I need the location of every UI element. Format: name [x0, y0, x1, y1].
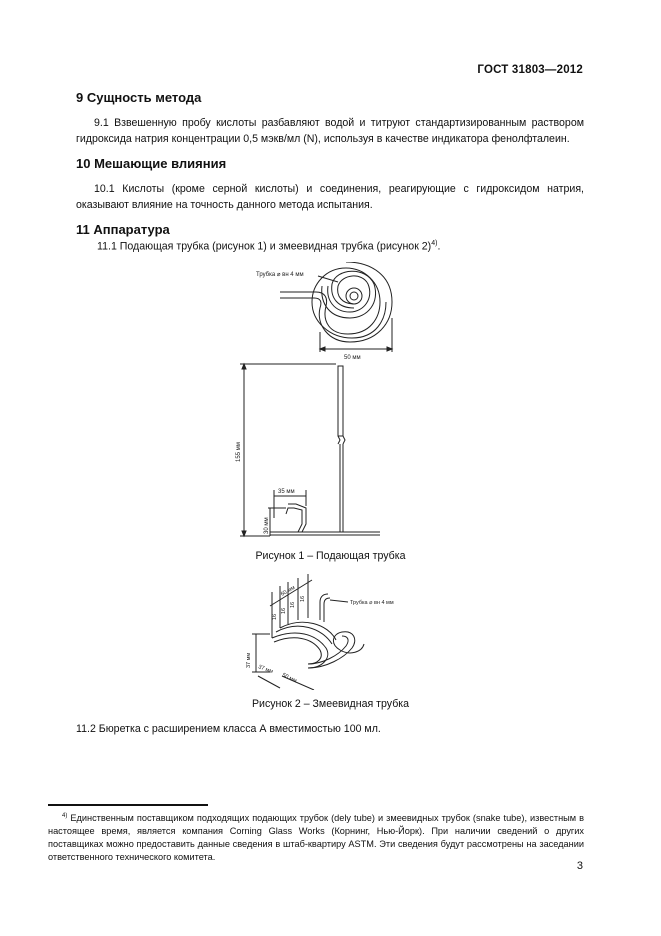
figure-2-dim-50: 50 мм	[281, 672, 298, 685]
figure-1-dim-side: 30 мм	[264, 517, 270, 534]
figure-2-dim-16b: 16	[281, 607, 287, 614]
figure-2-snake-tube	[236, 572, 416, 690]
figure-2-tube-label: Трубка ⌀ вн 4 мм	[350, 600, 394, 606]
footnote-mark: 4)	[62, 813, 68, 819]
section-9-text: 9.1 Взвешенную пробу кислоты разбавляют водой и титруют стандартизированным раствором гидроксида натрия концентрации 0,5 мэкв/мл (N), используя в качестве индикатора фенолфталеин.	[76, 117, 584, 145]
figure-1-caption: Рисунок 1 – Подающая трубка	[255, 550, 406, 562]
figure-2-caption: Рисунок 2 – Змеевидная трубка	[251, 698, 410, 710]
section-11-title: 11 Аппаратура	[76, 222, 170, 237]
footnote	[48, 810, 584, 864]
figure-2-dim-16c: 16	[290, 601, 296, 608]
section-10-title: 10 Мешающие влияния	[76, 156, 227, 171]
item-1-end: .	[437, 240, 441, 253]
figure-1-dim-top: 35 мм	[278, 489, 295, 495]
footnote-ref: 4)	[431, 240, 438, 247]
figure-2-dim-16d: 16	[300, 595, 306, 602]
item-1-text: 11.1 Подающая трубка (рисунок 1) и змеевидная трубка (рисунок 2)	[97, 240, 432, 253]
figure-2-dim-16a: 16	[272, 613, 278, 620]
document-id: ГОСТ 31803—2012	[477, 64, 583, 76]
figure-2-dim-60: 60 мм	[280, 584, 297, 598]
footnote-rule	[48, 804, 208, 806]
figure-1-delivery-tube	[230, 262, 430, 552]
section-11-item-1	[97, 236, 440, 255]
footnote-text: Единственным поставщиком подходящих подающих трубок (dely tube) и змеевидных трубок (snake tube), известным в настоящее время, является компания Corning Glass Works (Корнинг, Нью-Йорк). При наличии сведений о других поставщиках можно предоставить данные сведения в штаб-квартиру ASTM. Эти сведения будут рассмотрены на заседании ответственного технического комитета.	[48, 813, 584, 863]
figure-1-dim-width: 50 мм	[344, 355, 361, 361]
figure-1-tube-label: Трубка ⌀ вн 4 мм	[256, 272, 304, 278]
section-11-item-2: 11.2 Бюретка с расширением класса А вместимостью 100 мл.	[76, 723, 381, 735]
figure-2-dim-37b: 37 мм	[257, 664, 274, 676]
section-9-title: 9 Сущность метода	[76, 90, 202, 105]
figure-2-dim-37: 37 мм	[246, 652, 252, 668]
page-number: 3	[576, 860, 583, 872]
figure-1-dim-height: 155 мм	[236, 442, 242, 462]
section-10-text: 10.1 Кислоты (кроме серной кислоты) и соединения, реагирующие с гидроксидом натрия, оказывают влияние на точность данного метода испытания.	[76, 183, 584, 211]
